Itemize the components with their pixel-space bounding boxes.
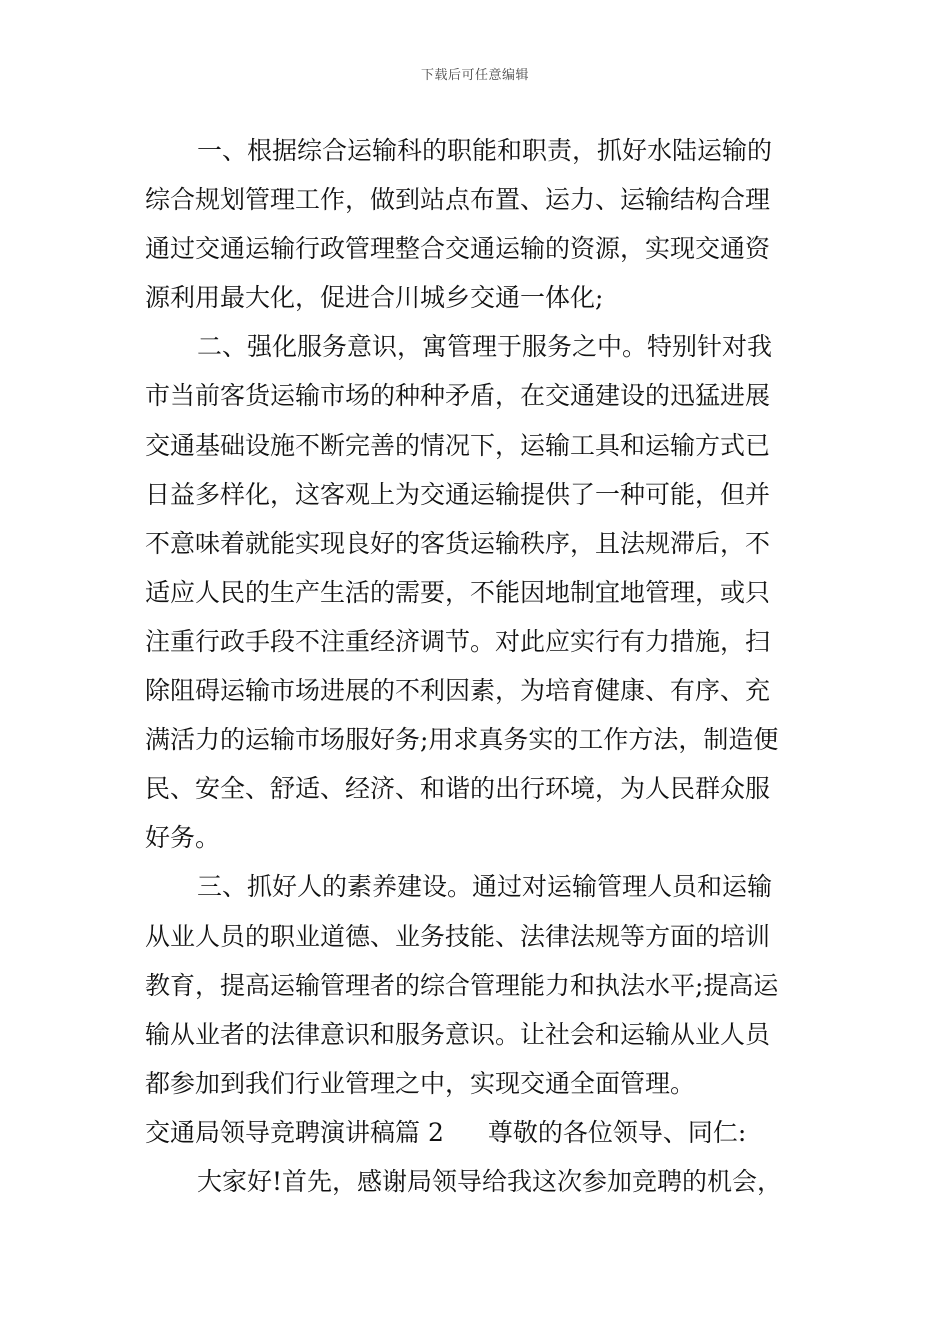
document-body — [145, 126, 805, 1206]
paragraph-2-line-8: 除阻碍运输市场进展的不利因素，为培育健康、有序、充 — [145, 676, 771, 706]
section-title: 交通局领导竞聘演讲稿篇 2 — [145, 1117, 444, 1147]
paragraph-2-line-2: 市当前客货运输市场的种种矛盾，在交通建设的迅猛进展 — [145, 381, 771, 411]
paragraph-3-line-1: 三、抓好人的素养建设。通过对运输管理人员和运输 — [197, 872, 773, 902]
paragraph-1-line-1: 一、根据综合运输科的职能和职责，抓好水陆运输的 — [197, 136, 773, 165]
section-title-line — [145, 1108, 805, 1157]
paragraph-3-line-2: 从业人员的职业道德、业务技能、法律法规等方面的培训 — [145, 921, 771, 951]
paragraph-3-line-3: 教育，提高运输管理者的综合管理能力和执法水平;提高运 — [145, 970, 779, 1000]
paragraph-2-line-10: 民、安全、舒适、经济、和谐的出行环境，为人民群众服 — [145, 774, 771, 804]
paragraph-1-line-2: 综合规划管理工作，做到站点布置、运力、运输结构合理 — [145, 185, 771, 215]
paragraph-2-line-4: 日益多样化，这客观上为交通运输提供了一种可能，但并 — [145, 479, 771, 509]
paragraph-2-line-11: 好务。 — [145, 823, 221, 853]
paragraph-2-line-6: 适应人民的生产生活的需要，不能因地制宜地管理，或只 — [145, 577, 771, 607]
paragraph-1-line-4: 源利用最大化，促进合川城乡交通一体化; — [145, 283, 604, 313]
paragraph-3-line-5: 都参加到我们行业管理之中，实现交通全面管理。 — [145, 1068, 696, 1098]
paragraph-1-line-3: 通过交通运输行政管理整合交通运输的资源，实现交通资 — [145, 234, 771, 264]
opening-line: 大家好!首先，感谢局领导给我这次参加竞聘的机会， — [197, 1166, 783, 1196]
paragraph-2-line-9: 满活力的运输市场服好务;用求真务实的工作方法，制造便 — [145, 725, 779, 755]
paragraph-2-line-1: 二、强化服务意识，寓管理于服务之中。特别针对我 — [197, 332, 773, 362]
paragraph-2-line-7: 注重行政手段不注重经济调节。对此应实行有力措施，扫 — [145, 626, 771, 656]
page-header: 下载后可任意编辑 — [420, 68, 529, 83]
paragraph-3-line-4: 输从业者的法律意识和服务意识。让社会和运输从业人员 — [145, 1019, 771, 1049]
paragraph-2-line-5: 不意味着就能实现良好的客货运输秩序，且法规滞后，不 — [145, 528, 771, 558]
salutation: 尊敬的各位领导、同仁: — [487, 1117, 747, 1147]
paragraph-2-line-3: 交通基础设施不断完善的情况下，运输工具和运输方式已 — [145, 430, 771, 460]
